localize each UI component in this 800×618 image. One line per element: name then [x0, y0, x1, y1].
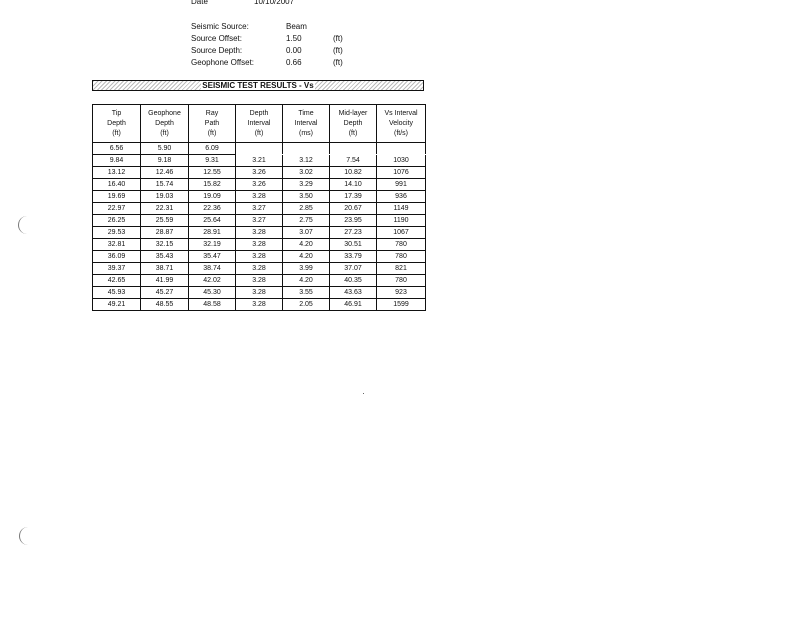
table-cell: 22.31: [141, 203, 189, 215]
table-cell: 6.09: [189, 143, 236, 155]
table-cell: 28.87: [141, 227, 189, 239]
table-cell: 4.20: [283, 275, 330, 287]
column-header: [189, 105, 236, 143]
table-cell: 3.50: [283, 191, 330, 203]
table-cell: 3.28: [236, 239, 283, 251]
table-cell: 45.30: [189, 287, 236, 299]
header-label: Geophone Offset:: [191, 58, 255, 67]
table-cell: 32.81: [93, 239, 141, 251]
table-cell: 37.07: [330, 263, 377, 275]
table-cell: 30.51: [330, 239, 377, 251]
header-value: Beam: [286, 22, 307, 31]
column-header: [377, 105, 426, 143]
header-line: (ft): [207, 129, 217, 137]
table-row: [93, 191, 426, 203]
table-cell: 3.28: [236, 287, 283, 299]
table-cell: 1599: [377, 299, 426, 311]
table-cell: 6.56: [93, 143, 141, 155]
table-cell: 12.55: [189, 167, 236, 179]
column-header: [236, 105, 283, 143]
table-cell: 780: [377, 251, 426, 263]
table-cell: 3.28: [236, 275, 283, 287]
table-cell: 13.12: [93, 167, 141, 179]
header-line: Tip: [111, 109, 122, 117]
header-unit: (ft): [333, 46, 343, 55]
header-line: (ft): [348, 129, 358, 137]
date-line: [0, 0, 800, 7]
table-cell: 3.07: [283, 227, 330, 239]
header-label: Source Offset:: [191, 34, 242, 43]
table-cell: [330, 143, 377, 155]
table-cell: 2.05: [283, 299, 330, 311]
table-row: [93, 179, 426, 191]
table-cell: [377, 143, 426, 155]
table-cell: 5.90: [141, 143, 189, 155]
table-row: [93, 203, 426, 215]
table-row: [93, 239, 426, 251]
table-cell: 20.67: [330, 203, 377, 215]
table-row: [93, 251, 426, 263]
scan-mark: [19, 527, 34, 545]
table-cell: 780: [377, 275, 426, 287]
table-cell: 936: [377, 191, 426, 203]
scan-speck: [363, 393, 364, 394]
table-cell: 3.27: [236, 203, 283, 215]
table-cell: 28.91: [189, 227, 236, 239]
table-cell: 3.12: [283, 155, 330, 167]
table-cell: 19.09: [189, 191, 236, 203]
header-label: Source Depth:: [191, 46, 243, 55]
table-cell: 36.09: [93, 251, 141, 263]
table-cell: 1149: [377, 203, 426, 215]
table-cell: 48.58: [189, 299, 236, 311]
table-cell: 9.84: [93, 155, 141, 167]
table-cell: 42.02: [189, 275, 236, 287]
table-cell: [283, 143, 330, 155]
table-cell: 38.71: [141, 263, 189, 275]
table-cell: 43.63: [330, 287, 377, 299]
table-cell: 3.29: [283, 179, 330, 191]
header-line: (ft/s): [394, 129, 408, 137]
header-line: Vs Interval: [384, 109, 418, 117]
table-cell: 17.39: [330, 191, 377, 203]
table-row: [93, 215, 426, 227]
table-cell: 3.28: [236, 227, 283, 239]
table-cell: 46.91: [330, 299, 377, 311]
table-cell: 48.55: [141, 299, 189, 311]
table-cell: 9.18: [141, 155, 189, 167]
date-value: 10/10/2007: [254, 0, 295, 6]
table-cell: 45.93: [93, 287, 141, 299]
table-cell: 3.02: [283, 167, 330, 179]
header-line: Mid-layer: [338, 109, 368, 117]
table-cell: 2.75: [283, 215, 330, 227]
header-line: (ft): [112, 129, 121, 137]
header-line: (ft): [160, 129, 169, 137]
table-cell: 3.27: [236, 215, 283, 227]
table-cell: 3.26: [236, 167, 283, 179]
table-cell: [236, 143, 283, 155]
header-line: Geophone: [148, 109, 181, 117]
scan-mark: [18, 216, 33, 234]
header-value: 1.50: [286, 34, 302, 43]
table-cell: 2.85: [283, 203, 330, 215]
header-unit: (ft): [333, 34, 343, 43]
column-header: [141, 105, 189, 143]
table-header-row: [93, 105, 426, 143]
column-header: [93, 105, 141, 143]
table-row: [93, 299, 426, 311]
table-cell: 991: [377, 179, 426, 191]
table-cell: 16.40: [93, 179, 141, 191]
table-cell: 12.46: [141, 167, 189, 179]
results-banner: [92, 80, 424, 91]
header-row: [0, 34, 800, 44]
table-cell: 3.28: [236, 263, 283, 275]
header-line: Velocity: [388, 119, 414, 127]
table-cell: 41.99: [141, 275, 189, 287]
table-cell: 19.03: [141, 191, 189, 203]
table-row: [93, 167, 426, 179]
header-label: Seismic Source:: [191, 22, 249, 31]
table-cell: 7.54: [330, 155, 377, 167]
table-cell: 15.82: [189, 179, 236, 191]
table-cell: 39.37: [93, 263, 141, 275]
header-row: [0, 22, 800, 32]
results-body: [93, 143, 426, 311]
table-cell: 22.97: [93, 203, 141, 215]
table-row: [93, 143, 426, 155]
table-cell: 27.23: [330, 227, 377, 239]
header-line: Interval: [294, 119, 318, 127]
table-cell: 22.36: [189, 203, 236, 215]
table-cell: 49.21: [93, 299, 141, 311]
date-label: Date: [191, 0, 208, 6]
table-cell: 3.26: [236, 179, 283, 191]
table-cell: 14.10: [330, 179, 377, 191]
header-line: (ft): [254, 129, 264, 137]
header-value: 0.66: [286, 58, 302, 67]
header-line: Ray: [205, 109, 219, 117]
header-line: Depth: [107, 119, 126, 127]
table-row: [93, 227, 426, 239]
table-cell: 3.28: [236, 251, 283, 263]
header-row: [0, 46, 800, 56]
table-cell: 25.64: [189, 215, 236, 227]
header-line: Depth: [249, 109, 269, 117]
table-cell: 821: [377, 263, 426, 275]
table-cell: 780: [377, 239, 426, 251]
table-cell: 3.99: [283, 263, 330, 275]
table-cell: 15.74: [141, 179, 189, 191]
header-line: (ms): [299, 129, 313, 137]
header-line: Depth: [343, 119, 363, 127]
column-header: [283, 105, 330, 143]
table-cell: 32.15: [141, 239, 189, 251]
table-row: [93, 263, 426, 275]
table-cell: 1030: [377, 155, 426, 167]
table-cell: 10.82: [330, 167, 377, 179]
header-unit: (ft): [333, 58, 343, 67]
table-row: [93, 275, 426, 287]
table-cell: 25.59: [141, 215, 189, 227]
table-cell: 923: [377, 287, 426, 299]
table-cell: 33.79: [330, 251, 377, 263]
table-cell: 1067: [377, 227, 426, 239]
table-cell: 45.27: [141, 287, 189, 299]
table-cell: 42.65: [93, 275, 141, 287]
table-cell: 3.28: [236, 299, 283, 311]
results-banner-title: SEISMIC TEST RESULTS - Vs: [202, 81, 314, 90]
header-line: Interval: [247, 119, 271, 127]
table-cell: 3.21: [236, 155, 283, 167]
column-header: [330, 105, 377, 143]
header-value: 0.00: [286, 46, 302, 55]
header-line: Time: [298, 109, 314, 117]
header-line: Depth: [155, 119, 174, 127]
table-cell: 3.28: [236, 191, 283, 203]
table-cell: 26.25: [93, 215, 141, 227]
table-cell: 40.35: [330, 275, 377, 287]
table-cell: 9.31: [189, 155, 236, 167]
table-cell: 1076: [377, 167, 426, 179]
table-cell: 3.55: [283, 287, 330, 299]
table-cell: 4.20: [283, 251, 330, 263]
table-cell: 35.43: [141, 251, 189, 263]
table-row: [93, 155, 426, 167]
results-table: [92, 104, 426, 311]
table-cell: 19.69: [93, 191, 141, 203]
table-cell: 4.20: [283, 239, 330, 251]
header-row: [0, 58, 800, 68]
table-cell: 32.19: [189, 239, 236, 251]
header-line: Path: [204, 119, 220, 127]
table-cell: 29.53: [93, 227, 141, 239]
table-cell: 35.47: [189, 251, 236, 263]
table-cell: 1190: [377, 215, 426, 227]
table-cell: 38.74: [189, 263, 236, 275]
table-cell: 23.95: [330, 215, 377, 227]
table-row: [93, 287, 426, 299]
